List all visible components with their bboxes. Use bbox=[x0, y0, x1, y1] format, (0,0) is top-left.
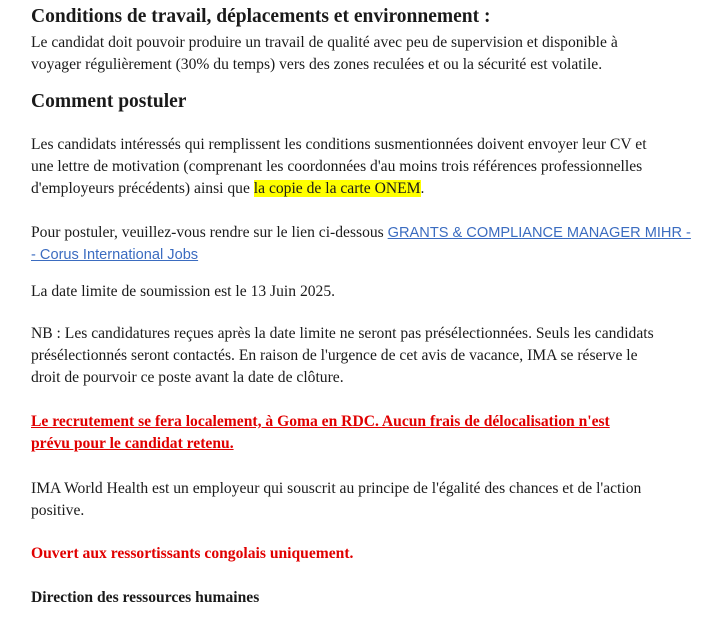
apply-instruction: Pour postuler, veuillez-vous rendre sur le lien ci-dessous bbox=[31, 224, 388, 241]
application-line-3-text: d'employeurs précédents) ainsi que bbox=[31, 180, 254, 197]
onem-highlight: la copie de la carte ONEM bbox=[253, 180, 421, 197]
signature: Direction des ressources humaines bbox=[31, 589, 260, 606]
recruitment-line-1: Le recrutement se fera localement, à Goma en RDC. Aucun frais de délocalisation n'est bbox=[31, 413, 610, 430]
nb-line-2: présélectionnés seront contactés. En raison de l'urgence de cet avis de vacance, IMA se réserve le bbox=[31, 347, 638, 364]
section-title-conditions: Conditions de travail, déplacements et environnement : bbox=[31, 6, 491, 27]
nb-paragraph bbox=[31, 323, 654, 389]
job-link[interactable]: GRANTS & COMPLIANCE MANAGER MIHR - bbox=[387, 225, 691, 241]
application-line-3-end: . bbox=[420, 180, 425, 197]
equal-opportunity-paragraph bbox=[31, 478, 641, 522]
conditions-line-1: Le candidat doit pouvoir produire un travail de qualité avec peu de supervision et disponible à bbox=[31, 34, 618, 51]
section-title-apply: Comment postuler bbox=[31, 91, 187, 112]
application-paragraph bbox=[31, 134, 647, 200]
apply-link-paragraph bbox=[31, 222, 691, 266]
application-line-3 bbox=[31, 178, 647, 200]
job-link-continued[interactable]: - Corus International Jobs bbox=[31, 247, 199, 263]
deadline-text: La date limite de soumission est le 13 Juin 2025. bbox=[31, 283, 336, 300]
recruitment-notice bbox=[31, 411, 610, 455]
application-line-2: une lettre de motivation (comprenant les coordonnées d'au moins trois références professionnelles bbox=[31, 158, 643, 175]
apply-line-2 bbox=[31, 244, 691, 266]
eligibility-notice: Ouvert aux ressortissants congolais uniquement. bbox=[31, 545, 354, 562]
apply-line-1 bbox=[31, 222, 691, 244]
nb-line-1: NB : Les candidatures reçues après la date limite ne seront pas présélectionnées. Seuls les candidats bbox=[31, 325, 654, 342]
recruitment-line-2: prévu pour le candidat retenu. bbox=[31, 435, 234, 452]
equal-line-1: IMA World Health est un employeur qui souscrit au principe de l'égalité des chances et de l'action bbox=[31, 480, 642, 497]
equal-line-2: positive. bbox=[31, 502, 85, 519]
conditions-line-2: voyager régulièrement (30% du temps) vers des zones reculées et ou la sécurité est volatile. bbox=[31, 56, 603, 73]
conditions-paragraph bbox=[31, 32, 618, 76]
nb-line-3: droit de pourvoir ce poste avant la date de clôture. bbox=[31, 369, 344, 386]
application-line-1: Les candidats intéressés qui remplissent les conditions susmentionnées doivent envoyer leur CV et bbox=[31, 136, 647, 153]
